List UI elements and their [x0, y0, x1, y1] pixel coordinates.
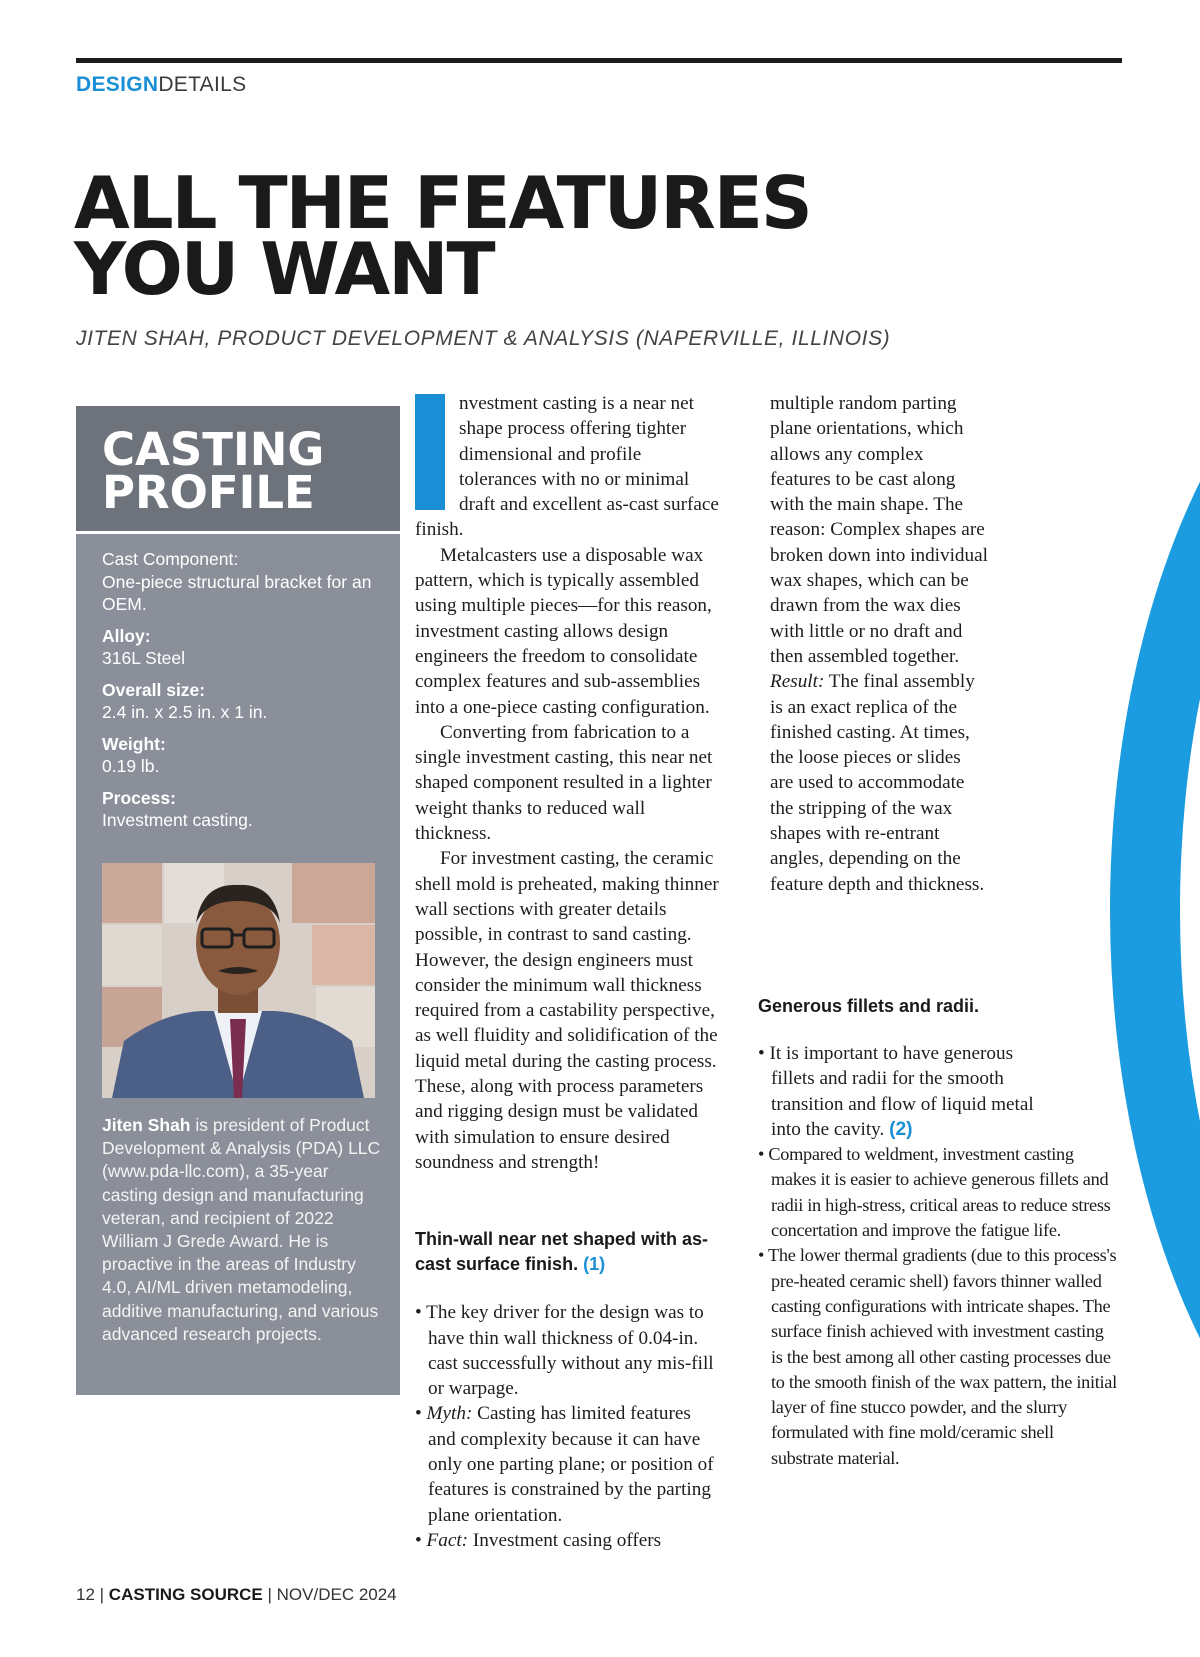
spec-overall-size — [102, 679, 382, 724]
bullet-item: • Fact: Investment casing offers — [415, 1529, 662, 1551]
bullet-text: The lower thermal gradients (due to this process's pre-heated ceramic shell) favors thinner walled casting configurations with intricate shapes. The surface finish achieved with investment casting is the best among all other casting processes due to the smooth finish of the wax pattern, the initial layer of fine stucco powder, and the slurry formulated with fine mold/ceramic shell substrate material. — [768, 1245, 1117, 1468]
top-rule — [76, 58, 1122, 63]
casting-profile-sidebar — [76, 406, 400, 1395]
bio-text: is president of Product Development & Analysis (PDA) LLC (www.pda-llc.com), a 35-year casting design and manufacturing veteran, and recipient of 2022 William J Grede Award. He is proactive in the areas of Industry 4.0, AI/ML driven metamodeling, additive manufacturing, and various advanced research projects. — [102, 1115, 381, 1344]
spec-alloy — [102, 625, 382, 670]
article-column-2-narrow — [770, 391, 988, 897]
spec-label: Alloy: — [102, 625, 151, 646]
result-label: Result: — [770, 671, 825, 693]
section-tag-light: DETAILS — [158, 73, 247, 96]
page-title — [74, 161, 811, 311]
paragraph-result — [770, 669, 988, 897]
publication-name: CASTING SOURCE — [108, 1585, 263, 1604]
spec-process — [102, 787, 382, 832]
paragraph-2: Metalcasters use a disposable wax pattern, which is typically assembled using multiple pieces—for this reason, investment casting allows design engineers the freedom to consolidate complex features and sub-assemblies into a one-piece casting configuration. — [415, 544, 712, 718]
figure-ref-2[interactable]: (2) — [889, 1118, 913, 1140]
bio-name: Jiten Shah — [102, 1115, 191, 1135]
issue-date: NOV/DEC 2024 — [276, 1585, 397, 1604]
profile-specs — [76, 534, 400, 832]
byline: JITEN SHAH, PRODUCT DEVELOPMENT & ANALYSIS (NAPERVILLE, ILLINOIS) — [76, 327, 891, 350]
bullet-text: It is important to have generous fillets and radii for the smooth transition and flow of liquid metal into the cavity. — [769, 1043, 1034, 1140]
spec-value: 0.19 lb. — [102, 756, 160, 776]
subhead-thin-wall — [415, 1227, 721, 1277]
bullet-text: Casting has limited features and complexity because it can have only one parting plane; or position of features is constrained by the parting plane orientation. — [428, 1403, 714, 1526]
paragraph-4: For investment casting, the ceramic shell mold is preheated, making thinner wall sections with greater details possible, in contrast to sand casting. However, the design engineers must consider the minimum wall thickness required from a castability perspective, as well fluidity and solidification of the liquid metal during the casting process. These, along with process parameters and rigging design must be validated with simulation to ensure desired soundness and strength! — [415, 848, 719, 1173]
profile-title — [102, 423, 400, 519]
bullet-item: • Myth: Casting has limited features and complexity because it can have only one parting plane; or position of features is constrained by the parting plane orientation. — [415, 1403, 714, 1526]
spec-label: Process: — [102, 787, 176, 808]
subhead-fillets: Generous fillets and radii. — [758, 996, 980, 1016]
spec-cast-component — [102, 548, 382, 616]
bullet-text: Compared to weldment, investment casting makes it is easier to achieve generous fillets and radii in high-stress, critical areas to reduce stress concertation and improve the fatigue life. — [768, 1144, 1111, 1241]
bullet-label-myth: Myth: — [426, 1403, 473, 1425]
profile-title-line-1: CASTING — [102, 423, 325, 476]
bullet-item: • The key driver for the design was to have thin wall thickness of 0.04-in. cast successfully without any mis-fill or warpage. — [415, 1302, 714, 1400]
title-line-1: ALL THE FEATURES — [74, 161, 811, 245]
subhead-thin-wall-text: Thin-wall near net shaped with as-cast surface finish. — [415, 1229, 709, 1275]
spec-label: Overall size: — [102, 679, 206, 700]
article-column-2-wide — [758, 994, 1118, 1471]
bullet-label-fact: Fact: — [426, 1529, 469, 1551]
author-bio — [102, 1114, 387, 1346]
page-footer: 12 | CASTING SOURCE | NOV/DEC 2024 — [76, 1585, 397, 1604]
section-tag-strong: DESIGN — [76, 73, 159, 96]
author-portrait-icon — [102, 863, 375, 1098]
figure-ref-1[interactable]: (1) — [583, 1254, 606, 1275]
spec-label: Cast Component: — [102, 549, 239, 569]
drop-cap-bar — [415, 394, 445, 510]
article-column-1 — [415, 391, 721, 1553]
spec-value: One-piece structural bracket for an OEM. — [102, 571, 372, 614]
title-line-2: YOU WANT — [74, 227, 494, 311]
page-number: 12 — [76, 1585, 95, 1604]
result-text: The final assembly is an exact replica of the finished casting. At times, the loose pieces or slides are used to accommodate the stripping of the wax shapes with re-entrant angles, depending on the feature depth and thickness. — [770, 671, 985, 895]
spec-value: Investment casting. — [102, 810, 253, 830]
section-tag — [76, 73, 246, 97]
spec-label: Weight: — [102, 733, 166, 754]
paragraph-intro — [415, 391, 721, 543]
spec-value: 316L Steel — [102, 648, 186, 668]
bullet-text: Investment casing offers — [468, 1529, 662, 1551]
author-photo — [102, 863, 375, 1098]
profile-title-line-2: PROFILE — [102, 466, 315, 519]
decorative-blue-arc — [1110, 270, 1200, 1550]
bullet-item: • It is important to have generous fillets and radii for the smooth transition and flow of liquid metal into the cavity. (2) — [758, 1043, 1034, 1140]
paragraph-continued: multiple random parting plane orientations, which allows any complex features to be cast along with the main shape. The reason: Complex shapes are broken down into individual wax shapes, which can be drawn from the wax dies with little or no draft and then assembled together. — [770, 393, 988, 667]
bullet-item: • Compared to weldment, investment casting makes it is easier to achieve generous fillets and radii in high-stress, critical areas to reduce stress concertation and improve the fatigue life. — [758, 1144, 1111, 1241]
paragraph-3: Converting from fabrication to a single investment casting, this near net shaped component resulted in a lighter weight thanks to reduced wall thickness. — [415, 721, 713, 845]
paragraph-intro-text: nvestment casting is a near net shape process offering tighter dimensional and profile tolerances with no or minimal draft and excellent as-cast surface finish. — [415, 393, 719, 541]
bullet-item: • The lower thermal gradients (due to this process's pre-heated ceramic shell) favors thinner walled casting configurations with intricate shapes. The surface finish achieved with investment casting is the best among all other casting processes due to the smooth finish of the wax pattern, the initial layer of fine stucco powder, and the slurry formulated with fine mold/ceramic shell substrate material. — [758, 1245, 1117, 1468]
spec-value: 2.4 in. x 2.5 in. x 1 in. — [102, 702, 268, 722]
bullet-text: The key driver for the design was to have thin wall thickness of 0.04-in. cast successfully without any mis-fill or warpage. — [426, 1302, 714, 1400]
profile-header — [76, 406, 400, 534]
spec-weight — [102, 733, 382, 778]
